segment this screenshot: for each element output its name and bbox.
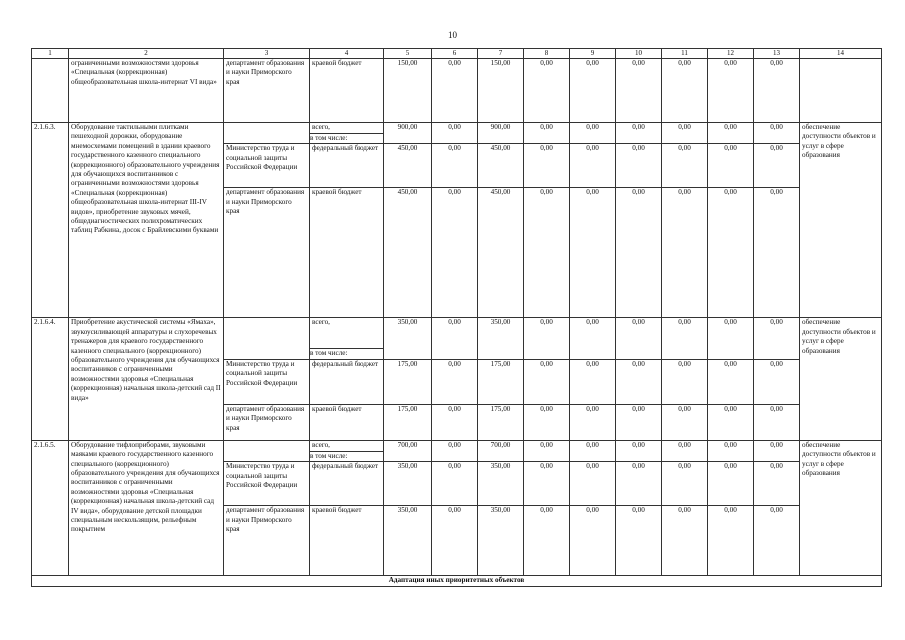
total-value: 900,00 [478, 123, 524, 144]
value-cell: 0,00 [662, 59, 708, 123]
total-value: 0,00 [524, 123, 570, 144]
funding-source: краевой бюджет [310, 59, 384, 123]
executor-cell [224, 318, 310, 359]
federal-value: 450,00 [478, 144, 524, 188]
total-value: 0,00 [754, 440, 800, 461]
column-number-row [32, 49, 882, 59]
measure-code: 2.1.6.4. [32, 318, 69, 440]
total-label: всего, [312, 123, 330, 131]
federal-value: 0,00 [524, 144, 570, 188]
including-label: в том числе: [310, 348, 384, 358]
federal-value: 450,00 [384, 144, 432, 188]
column-number-13: 13 [754, 49, 800, 59]
total-value: 350,00 [478, 318, 524, 359]
total-value: 0,00 [616, 440, 662, 461]
executor-cell: департамент образования и науки Приморского края [224, 59, 310, 123]
measure-code: 2.1.6.5. [32, 440, 69, 575]
table-body [32, 49, 882, 587]
measure-name: Оборудование тифлоприборами, звуковыми маяками краевого государственного казенного специального (коррекционного) образовательного учреждения для обучающихся воспитанников с ограниченными возможностями здоровья «Специальная (коррекционная) начальная школа-детский сад IV вида», оборудование детской площадки специальным нескользящим, рельефным покрытием [69, 440, 224, 575]
expected-result: обеспечение доступности объектов и услуг в сфере образования [800, 440, 882, 575]
total-label: всего, [312, 318, 330, 327]
regional-value: 0,00 [662, 506, 708, 576]
regional-value: 0,00 [524, 404, 570, 440]
regional-value: 0,00 [708, 404, 754, 440]
value-cell: 0,00 [432, 59, 478, 123]
executor-cell [224, 123, 310, 144]
funding-source: федеральный бюджет [310, 144, 384, 188]
federal-value: 0,00 [524, 462, 570, 506]
total-value: 0,00 [524, 440, 570, 461]
funding-source: краевой бюджет [310, 506, 384, 576]
total-value: 900,00 [384, 123, 432, 144]
federal-value: 0,00 [662, 359, 708, 404]
regional-value: 175,00 [478, 404, 524, 440]
value-cell: 0,00 [524, 59, 570, 123]
total-value: 0,00 [662, 318, 708, 359]
funding-source: краевой бюджет [310, 188, 384, 318]
federal-value: 0,00 [570, 359, 616, 404]
total-value: 0,00 [616, 123, 662, 144]
regional-value: 450,00 [478, 188, 524, 318]
regional-value: 0,00 [708, 506, 754, 576]
regional-value: 0,00 [754, 188, 800, 318]
regional-value: 0,00 [662, 404, 708, 440]
executor-cell: департамент образования и науки Приморского края [224, 188, 310, 318]
measure-name: Оборудование тактильными плитками пешеходной дорожки, оборудование мнемосхемами помещений в здании краевого государственного казенного специального (коррекционного) образовательного учреждения для обучающихся воспитанников с ограниченными возможностями здоровья «Специальная (коррекционная) общеобразовательная школа-интернат III-IV видов», приобретение звуковых мячей, общедиагностических полихроматических таблиц Рабкина, досок с Брайлевскими буквами [69, 123, 224, 318]
total-value: 0,00 [432, 318, 478, 359]
total-label: всего, [312, 440, 330, 449]
value-cell: 0,00 [570, 59, 616, 123]
executor-cell [224, 440, 310, 461]
value-cell: 0,00 [616, 59, 662, 123]
measure-name: Приобретение акустической системы «Ямаха», звукоусиливающей аппаратуры и слухоречевых тренажеров для краевого государственного казенного специального (коррекционного) образовательного учреждения для обучающихся воспитанников с ограниченными возможностями здоровья «Специальная (коррекционная) начальная школа-детский сад II вида» [69, 318, 224, 440]
federal-value: 0,00 [616, 144, 662, 188]
federal-value: 0,00 [570, 144, 616, 188]
regional-value: 0,00 [432, 188, 478, 318]
column-number-10: 10 [616, 49, 662, 59]
total-value: 0,00 [524, 318, 570, 359]
expected-result: обеспечение доступности объектов и услуг в сфере образования [800, 123, 882, 318]
total-value: 0,00 [754, 123, 800, 144]
federal-value: 0,00 [616, 462, 662, 506]
column-number-14: 14 [800, 49, 882, 59]
column-number-5: 5 [384, 49, 432, 59]
column-number-1: 1 [32, 49, 69, 59]
federal-value: 0,00 [708, 462, 754, 506]
total-label-cell [310, 318, 384, 359]
value-cell: 150,00 [478, 59, 524, 123]
federal-value: 0,00 [708, 144, 754, 188]
federal-value: 350,00 [384, 462, 432, 506]
continuation-row [32, 59, 882, 123]
federal-value: 0,00 [662, 144, 708, 188]
regional-value: 450,00 [384, 188, 432, 318]
regional-value: 0,00 [570, 404, 616, 440]
total-value: 0,00 [570, 123, 616, 144]
federal-value: 0,00 [754, 144, 800, 188]
federal-value: 350,00 [478, 462, 524, 506]
total-value: 0,00 [708, 318, 754, 359]
result-cell [800, 59, 882, 123]
funding-source: краевой бюджет [310, 404, 384, 440]
federal-value: 175,00 [384, 359, 432, 404]
funding-source: федеральный бюджет [310, 359, 384, 404]
regional-value: 0,00 [754, 404, 800, 440]
column-number-8: 8 [524, 49, 570, 59]
total-value: 0,00 [708, 440, 754, 461]
executor-cell: департамент образования и науки Приморского края [224, 404, 310, 440]
regional-value: 350,00 [384, 506, 432, 576]
federal-value: 175,00 [478, 359, 524, 404]
regional-value: 0,00 [616, 506, 662, 576]
program-table [31, 48, 882, 587]
page-number: 10 [448, 30, 457, 40]
total-value: 0,00 [708, 123, 754, 144]
total-value: 700,00 [478, 440, 524, 461]
measure-total-row [32, 123, 882, 144]
measure-code: 2.1.6.3. [32, 123, 69, 318]
column-number-9: 9 [570, 49, 616, 59]
column-number-6: 6 [432, 49, 478, 59]
total-value: 350,00 [384, 318, 432, 359]
measure-name: ограниченными возможностями здоровья «Специальная (коррекционная) общеобразовательная школа-интернат VI вида» [69, 59, 224, 123]
column-number-3: 3 [224, 49, 310, 59]
regional-value: 0,00 [662, 188, 708, 318]
total-value: 0,00 [662, 123, 708, 144]
executor-cell: департамент образования и науки Приморского края [224, 506, 310, 576]
column-number-4: 4 [310, 49, 384, 59]
regional-value: 0,00 [570, 188, 616, 318]
total-value: 0,00 [570, 318, 616, 359]
regional-value: 0,00 [570, 506, 616, 576]
value-cell: 150,00 [384, 59, 432, 123]
total-value: 0,00 [662, 440, 708, 461]
regional-value: 350,00 [478, 506, 524, 576]
measure-total-row [32, 440, 882, 461]
regional-value: 0,00 [754, 506, 800, 576]
value-cell: 0,00 [708, 59, 754, 123]
regional-value: 0,00 [432, 404, 478, 440]
regional-value: 0,00 [616, 404, 662, 440]
federal-value: 0,00 [432, 359, 478, 404]
federal-value: 0,00 [754, 462, 800, 506]
regional-value: 175,00 [384, 404, 432, 440]
expected-result: обеспечение доступности объектов и услуг в сфере образования [800, 318, 882, 440]
federal-value: 0,00 [570, 462, 616, 506]
executor-cell: Министерство труда и социальной защиты Российской Федерации [224, 359, 310, 404]
column-number-7: 7 [478, 49, 524, 59]
federal-value: 0,00 [754, 359, 800, 404]
federal-value: 0,00 [432, 462, 478, 506]
section-title-row [32, 576, 882, 587]
code-cell [32, 59, 69, 123]
regional-value: 0,00 [524, 506, 570, 576]
regional-value: 0,00 [708, 188, 754, 318]
total-value: 0,00 [570, 440, 616, 461]
including-label: в том числе: [310, 451, 384, 461]
federal-value: 0,00 [662, 462, 708, 506]
total-value: 0,00 [432, 440, 478, 461]
regional-value: 0,00 [616, 188, 662, 318]
executor-cell: Министерство труда и социальной защиты Российской Федерации [224, 144, 310, 188]
total-value: 0,00 [432, 123, 478, 144]
column-number-11: 11 [662, 49, 708, 59]
measure-total-row [32, 318, 882, 359]
total-value: 700,00 [384, 440, 432, 461]
total-value: 0,00 [754, 318, 800, 359]
executor-cell: Министерство труда и социальной защиты Российской Федерации [224, 462, 310, 506]
federal-value: 0,00 [432, 144, 478, 188]
federal-value: 0,00 [616, 359, 662, 404]
total-label-cell [310, 440, 384, 461]
column-number-12: 12 [708, 49, 754, 59]
regional-value: 0,00 [524, 188, 570, 318]
federal-value: 0,00 [524, 359, 570, 404]
total-value: 0,00 [616, 318, 662, 359]
section-title: Адаптация иных приоритетных объектов [32, 576, 882, 587]
regional-value: 0,00 [432, 506, 478, 576]
federal-value: 0,00 [708, 359, 754, 404]
column-number-2: 2 [69, 49, 224, 59]
funding-source: федеральный бюджет [310, 462, 384, 506]
total-label-cell [310, 123, 384, 144]
including-label: в том числе: [310, 133, 384, 143]
value-cell: 0,00 [754, 59, 800, 123]
